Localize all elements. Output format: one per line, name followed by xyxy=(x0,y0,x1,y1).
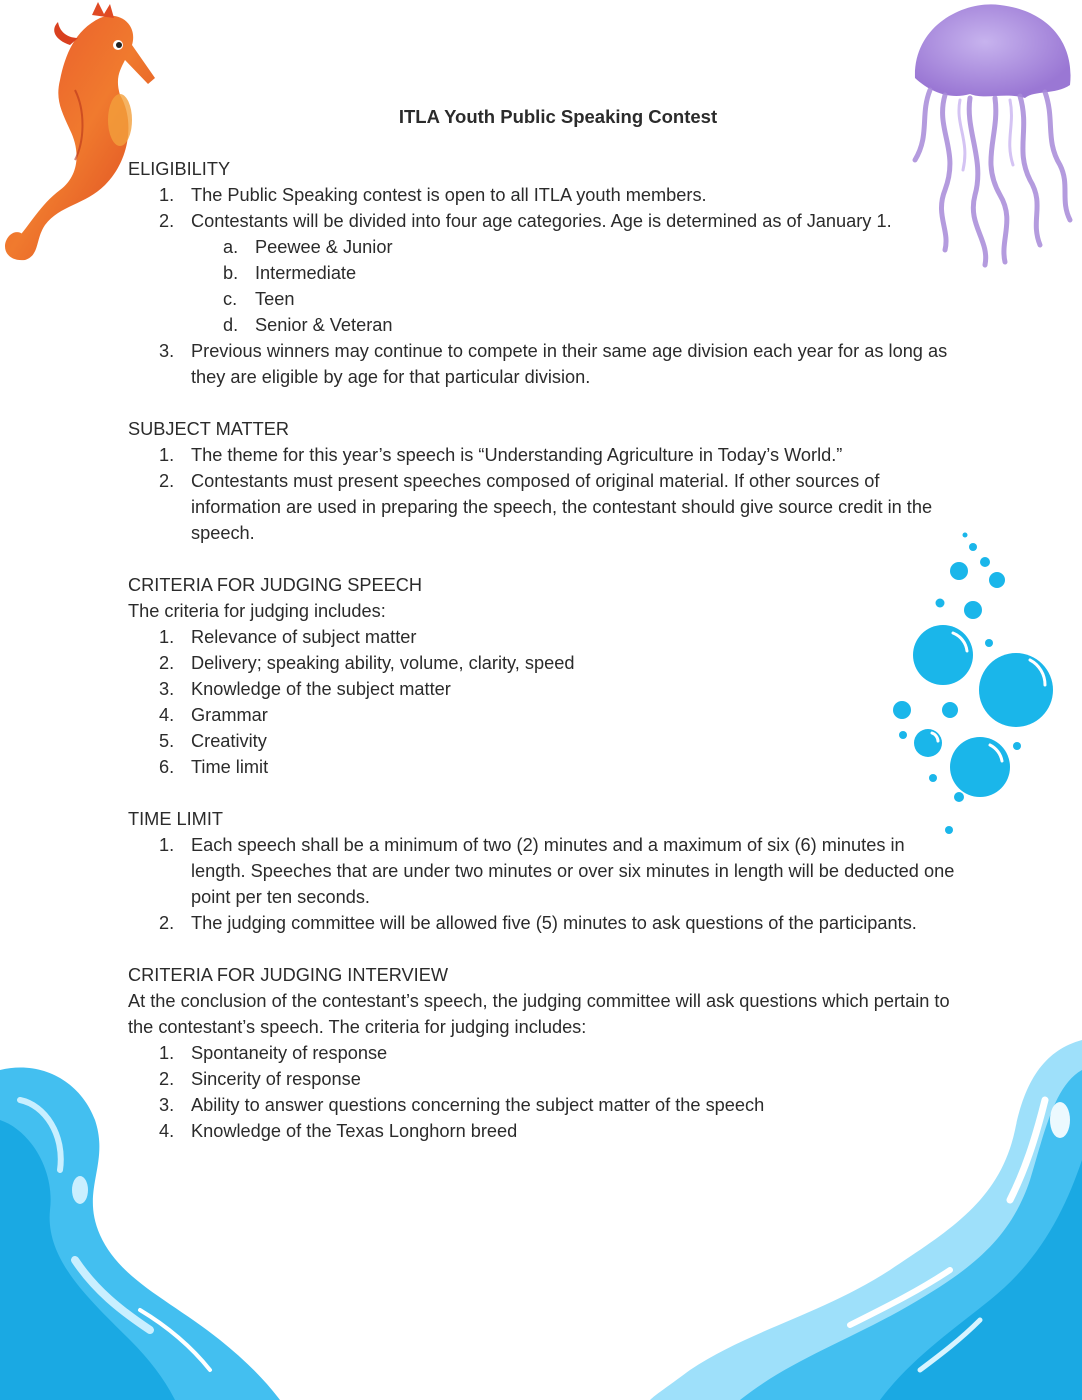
list-item: Sincerity of response xyxy=(191,1069,361,1089)
list-item: Contestants must present speeches composed of original material. If other sources of information are used in preparing the speech, the contestant should give source credit in the speech. xyxy=(191,471,933,543)
list-item: Grammar xyxy=(191,705,268,725)
section-criteria-speech xyxy=(128,572,958,780)
list-item: The judging committee will be allowed five (5) minutes to ask questions of the participants. xyxy=(191,913,917,933)
list-item: Creativity xyxy=(191,731,267,751)
list-item-text: Contestants will be divided into four age categories. Age is determined as of January 1. xyxy=(191,211,892,231)
criteria-speech-list xyxy=(128,624,958,780)
section-heading: ELIGIBILITY xyxy=(128,159,231,179)
list-item: Knowledge of the subject matter xyxy=(191,679,451,699)
eligibility-list xyxy=(128,182,958,390)
section-heading: SUBJECT MATTER xyxy=(128,419,290,439)
list-item: Knowledge of the Texas Longhorn breed xyxy=(191,1121,518,1141)
section-heading: TIME LIMIT xyxy=(128,809,223,829)
subject-matter-list xyxy=(128,442,958,546)
age-category: Teen xyxy=(255,289,295,309)
section-subject-matter xyxy=(128,416,958,546)
list-item: The Public Speaking contest is open to all ITLA youth members. xyxy=(191,185,707,205)
section-time-limit xyxy=(128,806,958,936)
time-limit-list xyxy=(128,832,958,936)
section-intro: The criteria for judging includes: xyxy=(128,601,386,621)
list-item: Time limit xyxy=(191,757,269,777)
list-item: Delivery; speaking ability, volume, clarity, speed xyxy=(191,653,575,673)
section-eligibility xyxy=(128,156,958,390)
age-category-list xyxy=(191,234,958,338)
section-heading: CRITERIA FOR JUDGING INTERVIEW xyxy=(128,965,448,985)
age-category: Senior & Veteran xyxy=(255,315,393,335)
list-item: The theme for this year’s speech is “Understanding Agriculture in Today’s World.” xyxy=(191,445,843,465)
criteria-interview-list xyxy=(128,1040,958,1144)
list-item: Each speech shall be a minimum of two (2) minutes and a maximum of six (6) minutes in length. Speeches that are under two minutes or over six minutes in length will be deducted one point per ten seconds. xyxy=(191,835,955,907)
section-heading: CRITERIA FOR JUDGING SPEECH xyxy=(128,575,423,595)
section-criteria-interview xyxy=(128,962,958,1144)
document-body xyxy=(128,104,958,1170)
list-item: Spontaneity of response xyxy=(191,1043,388,1063)
section-intro: At the conclusion of the contestant’s speech, the judging committee will ask questions which pertain to the contestant’s speech. The criteria for judging includes: xyxy=(128,991,950,1037)
document-title: ITLA Youth Public Speaking Contest xyxy=(398,106,718,127)
age-category: Intermediate xyxy=(255,263,357,283)
list-item xyxy=(191,208,958,338)
list-item: Ability to answer questions concerning the subject matter of the speech xyxy=(191,1095,765,1115)
list-item: Relevance of subject matter xyxy=(191,627,417,647)
age-category: Peewee & Junior xyxy=(255,237,393,257)
list-item: Previous winners may continue to compete in their same age division each year for as long as they are eligible by age for that particular division. xyxy=(191,341,948,387)
